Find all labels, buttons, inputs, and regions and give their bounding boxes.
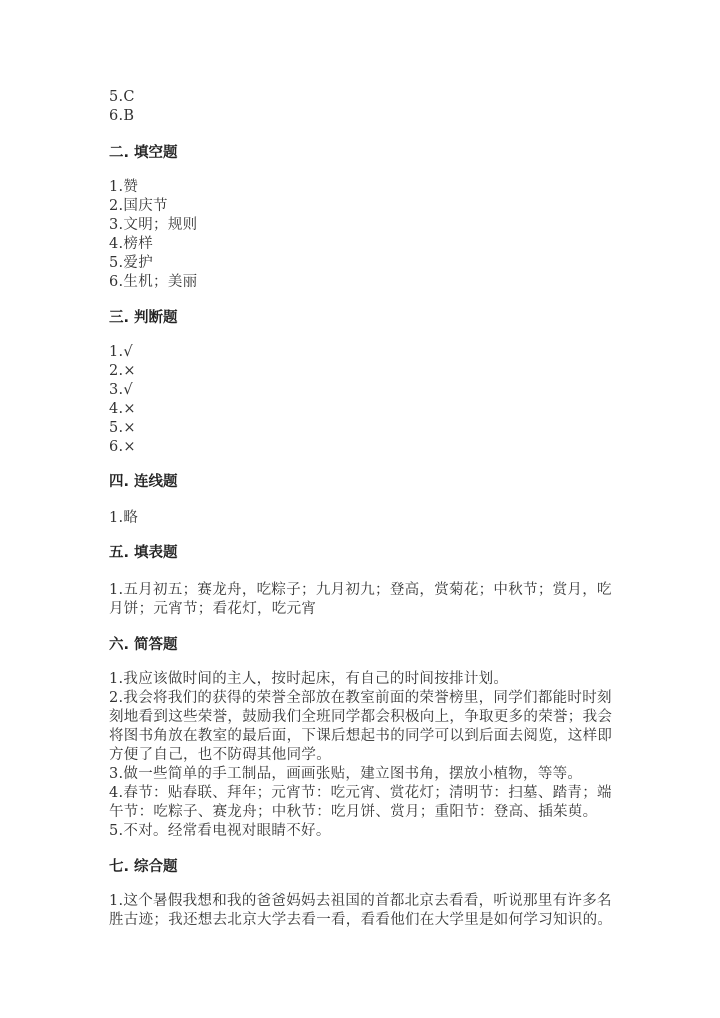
fill-in-blank-answers (109, 178, 609, 292)
answer-line: 1.我应该做时间的主人，按时起床，有自己的时间按排计划。 (109, 671, 509, 687)
answer-line: 3.√ (109, 382, 133, 398)
answer-line: 5.× (109, 420, 136, 436)
answer-line: 6.生机；美丽 (109, 274, 198, 290)
answer-line: 方便了自己，也不防碍其他同学。 (109, 747, 331, 763)
answer-line: 5.C (109, 89, 135, 105)
comprehensive-heading: 七. 综合题 (109, 859, 178, 875)
short-answer-heading: 六. 简答题 (109, 637, 178, 653)
matching-heading: 四. 连线题 (109, 474, 178, 490)
answer-line: 5.爱护 (109, 255, 154, 271)
answer-line: 2.× (109, 363, 136, 379)
fill-table-answers (109, 581, 612, 619)
answer-line: 1.这个暑假我想和我的爸爸妈妈去祖国的首都北京去看看，听说那里有许多名 (109, 893, 612, 909)
answer-line: 4.榜样 (109, 236, 154, 252)
answer-line: 将图书角放在教室的最后面，下课后想起书的同学可以到后面去阅览，这样即 (109, 728, 613, 744)
answer-line: 午节：吃粽子、赛龙舟；中秋节：吃月饼、赏月；重阳节：登高、插茱萸。 (109, 804, 598, 820)
answer-line: 4.× (109, 401, 136, 417)
fill-table-heading: 五. 填表题 (109, 545, 178, 561)
answer-line: 1.赞 (109, 179, 139, 195)
choice-answers-tail (109, 88, 609, 126)
answer-line: 刻地看到这些荣誉，鼓励我们全班同学都会积极向上，争取更多的荣誉；我会 (109, 709, 613, 725)
answer-line: 1.五月初五；赛龙舟，吃粽子；九月初九；登高，赏菊花；中秋节；赏月，吃 (109, 582, 612, 598)
true-false-heading: 三. 判断题 (109, 310, 178, 326)
answer-line: 2.我会将我们的获得的荣誉全部放在教室前面的荣誉榜里，同学们都能时时刻 (109, 690, 612, 706)
short-answer-answers (109, 670, 613, 841)
answer-line: 5.不对。经常看电视对眼睛不好。 (109, 823, 331, 839)
answer-line: 3.文明；规则 (109, 217, 198, 233)
answer-line: 3.做一些简单的手工制品，画画张贴，建立图书角，摆放小植物，等等。 (109, 766, 583, 782)
answer-line: 6.B (109, 108, 135, 124)
answer-line: 4.春节：贴春联、拜年；元宵节：吃元宵、赏花灯；清明节：扫墓、踏青；端 (109, 785, 612, 801)
true-false-answers (109, 343, 609, 457)
comprehensive-answers (109, 892, 613, 930)
answer-line: 1.略 (109, 510, 139, 526)
answer-line: 1.√ (109, 344, 133, 360)
answer-line: 月饼；元宵节；看花灯，吃元宵 (109, 601, 317, 617)
answer-line: 6.× (109, 439, 136, 455)
answer-line: 2.国庆节 (109, 198, 168, 214)
fill-in-blank-heading: 二. 填空题 (109, 145, 178, 161)
answer-line: 胜古迹；我还想去北京大学去看一看，看看他们在大学里是如何学习知识的。 (109, 912, 613, 928)
matching-answers (109, 509, 609, 528)
